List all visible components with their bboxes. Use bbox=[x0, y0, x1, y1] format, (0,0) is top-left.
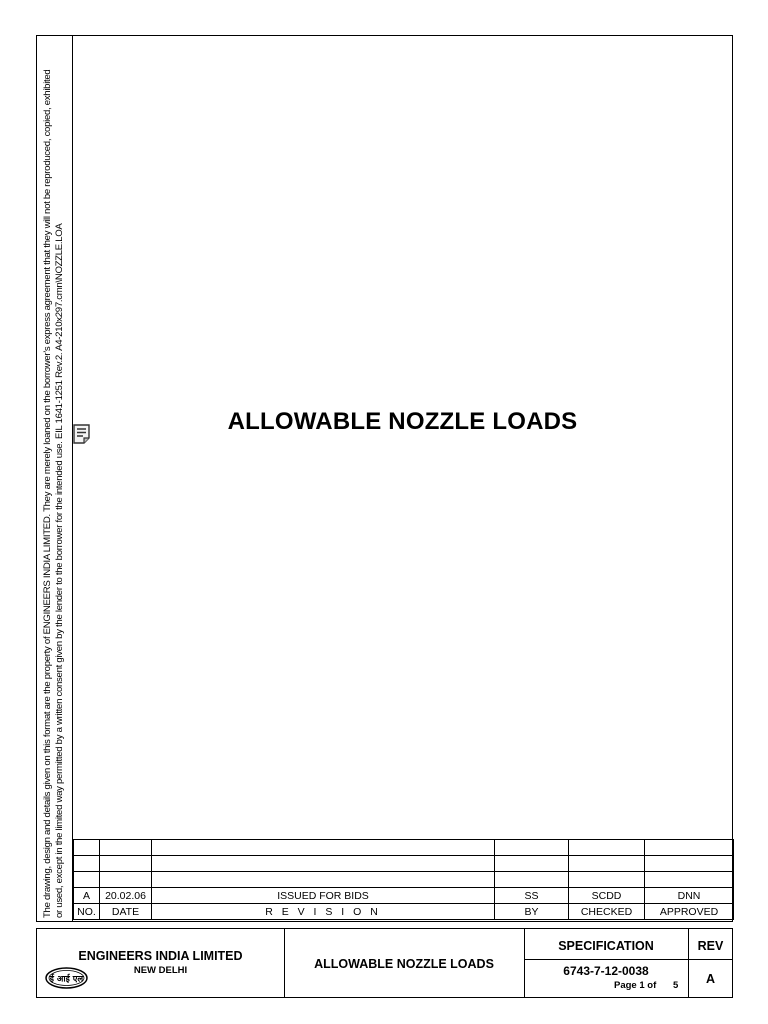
eil-logo bbox=[45, 967, 88, 989]
page-label: Page 1 of bbox=[614, 980, 657, 991]
rev-description bbox=[152, 872, 495, 888]
header-checked: CHECKED bbox=[569, 904, 645, 920]
rev-by: SS bbox=[495, 888, 569, 904]
header-approved: APPROVED bbox=[645, 904, 734, 920]
rev-approved bbox=[645, 856, 734, 872]
rev-approved bbox=[645, 840, 734, 856]
revision-row bbox=[74, 888, 734, 904]
rev-no bbox=[74, 872, 100, 888]
rev-value: A bbox=[705, 972, 716, 986]
rev-description: ISSUED FOR BIDS bbox=[152, 888, 495, 904]
company-city: NEW DELHI bbox=[133, 965, 188, 976]
revision-row bbox=[74, 872, 734, 888]
revision-header-row bbox=[74, 904, 734, 920]
rev-by bbox=[495, 856, 569, 872]
spec-number: 6743-7-12-0038 bbox=[563, 964, 649, 978]
disclaimer-line-1: The drawing, design and details given on this format are the property of ENGINEERS INDIA LIMITED. They are merely loaned on the borrower's express agreement that they will not be reproduced, copied, exhibited bbox=[42, 69, 53, 918]
rev-checked: SCDD bbox=[569, 888, 645, 904]
header-date: DATE bbox=[100, 904, 152, 920]
title-block-divider bbox=[524, 959, 733, 960]
rev-checked bbox=[569, 872, 645, 888]
rev-label: REV bbox=[697, 939, 724, 953]
company-name: ENGINEERS INDIA LIMITED bbox=[78, 949, 243, 963]
page-total: 5 bbox=[673, 980, 679, 991]
header-revision: R E V I S I O N bbox=[152, 904, 495, 920]
title-block-title: ALLOWABLE NOZZLE LOADS bbox=[314, 957, 494, 971]
rev-date bbox=[100, 840, 152, 856]
header-no: NO. bbox=[74, 904, 100, 920]
rev-no bbox=[74, 840, 100, 856]
rev-approved bbox=[645, 872, 734, 888]
revision-row bbox=[74, 856, 734, 872]
title-block bbox=[36, 928, 733, 998]
rev-approved: DNN bbox=[645, 888, 734, 904]
rev-by bbox=[495, 872, 569, 888]
margin-divider bbox=[72, 35, 73, 922]
rev-by bbox=[495, 840, 569, 856]
rev-no bbox=[74, 856, 100, 872]
rev-checked bbox=[569, 840, 645, 856]
revision-table bbox=[73, 839, 734, 920]
rev-date: 20.02.06 bbox=[100, 888, 152, 904]
rev-no: A bbox=[74, 888, 100, 904]
header-by: BY bbox=[495, 904, 569, 920]
rev-date bbox=[100, 856, 152, 872]
rev-date bbox=[100, 872, 152, 888]
rev-checked bbox=[569, 856, 645, 872]
logo-text: ई आई एल bbox=[49, 974, 84, 985]
disclaimer-line-2: or used, except in the limited way permitted by a written consent given by the lender to the borrower for the intended use. EIL 1641-1251 Rev.2. A4-210x297.cmn\NOZZLE.LOA bbox=[54, 223, 65, 918]
rev-description bbox=[152, 856, 495, 872]
drawing-frame bbox=[36, 35, 733, 922]
spec-label: SPECIFICATION bbox=[558, 939, 654, 953]
revision-row bbox=[74, 840, 734, 856]
rev-description bbox=[152, 840, 495, 856]
disclaimer bbox=[42, 38, 66, 918]
document-title: ALLOWABLE NOZZLE LOADS bbox=[227, 408, 578, 435]
